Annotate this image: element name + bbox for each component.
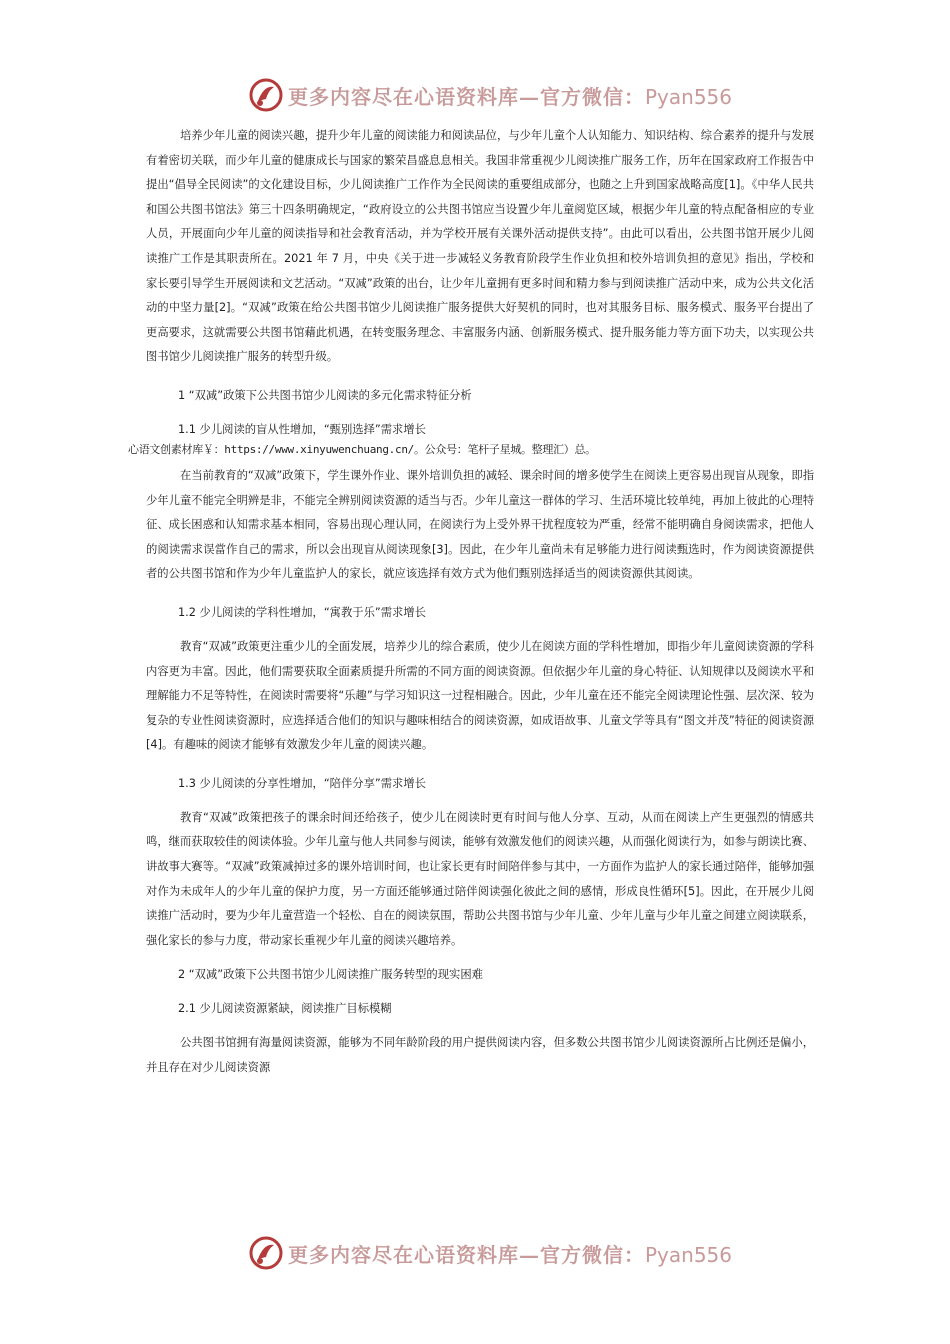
logo-icon <box>248 77 284 113</box>
paragraph-1-2: 教育“双减”政策更注重少儿的全面发展，培养少儿的综合素质，使少儿在阅读方面的学科性增加，即指少年儿童阅读资源的学科内容更为丰富。因此，他们需要获取全面素质提升所需的不同方面的阅读资源。但依据少年儿童的身心特征、认知规律以及阅读水平和理解能力不足等特性，在阅读时需要将“乐趣”与学习知识这一过程相融合。因此，少年儿童在还不能完全阅读理论性强、层次深、较为复杂的专业性阅读资源时，应选择适合他们的知识与趣味相结合的阅读资源，如成语故事、儿童文学等具有“图文并茂”特征的阅读资源[4]。有趣味的阅读才能够有效激发少年儿童的阅读兴趣。 <box>146 639 814 752</box>
footer-banner <box>248 1234 733 1272</box>
intro-paragraph: 培养少年儿童的阅读兴趣，提升少年儿童的阅读能力和阅读品位，与少年儿童个人认知能力、知识结构、综合素养的提升与发展有着密切关联，而少年儿童的健康成长与国家的繁荣昌盛息息相关。我国非常重视少儿阅读推广服务工作，历年在国家政府工作报告中提出“倡导全民阅读”的文化建设目标，少儿阅读推广工作作为全民阅读的重要组成部分，也随之上升到国家战略高度[1]。《中华人民共和国公共图书馆法》第三十四条明确规定，“政府设立的公共图书馆应当设置少年儿童阅览区域，根据少年儿童的特点配备相应的专业人员，开展面向少年儿童的阅读指导和社会教育活动，并为学校开展有关课外活动提供支持”。由此可以看出，公共图书馆开展少儿阅读推广工作是其职责所在。2021 年 7 月，中央《关于进一步减轻义务教育阶段学生作业负担和校外培训负担的意见》指出，学校和家长要引导学生开展阅读和文艺活动。“双减”政策的出台，让少年儿童拥有更多时间和精力参与到阅读推广活动中来，成为公共文化活动的中坚力量[2]。“双减”政策在给公共图书馆少儿阅读推广服务提供大好契机的同时，也对其服务目标、服务模式、服务平台提出了更高要求，这就需要公共图书馆藉此机遇，在转变服务理念、丰富服务内涵、创新服务模式、提升服务能力等方面下功夫，以实现公共图书馆少儿阅读推广服务的转型升级。 <box>146 129 814 364</box>
watermark-line: 心语文创素材库￥：https://www.xinyuwenchuang.cn/。公众号：笔杆子星城。整理汇）总。 <box>128 443 596 456</box>
document-body <box>146 124 814 1081</box>
logo-icon <box>248 1235 284 1271</box>
section-heading-2-1: 2.1 少儿阅读资源紧缺，阅读推广目标模糊 <box>178 1002 392 1016</box>
section-heading-1-1: 1.1 少儿阅读的盲从性增加，“甄别选择”需求增长 <box>178 422 426 436</box>
paragraph-1-3: 教育“双减”政策把孩子的课余时间还给孩子，使少儿在阅读时更有时间与他人分享、互动，从而在阅读上产生更强烈的情感共鸣，继而获取较佳的阅读体验。少年儿童与他人共同参与阅读，能够有效激发他们的阅读兴趣，从而强化阅读行为，如参与朗读比赛、讲故事大赛等。“双减”政策减掉过多的课外培训时间，也让家长更有时间陪伴参与其中，一方面作为监护人的家长通过陪伴，能够加强对作为未成年人的少年儿童的保护力度，另一方面还能够通过陪伴阅读强化彼此之间的感情，形成良性循环[5]。因此，在开展少儿阅读推广活动时，要为少年儿童营造一个轻松、自在的阅读氛围，帮助公共图书馆与少年儿童、少年儿童与少年儿童之间建立阅读联系，强化家长的参与力度，带动家长重视少年儿童的阅读兴趣培养。 <box>146 810 814 947</box>
banner-wechat-id: Pyan556 <box>645 1242 733 1267</box>
section-heading-1: 1 “双减”政策下公共图书馆少儿阅读的多元化需求特征分析 <box>178 388 472 402</box>
section-heading-1-2: 1.2 少儿阅读的学科性增加，“寓教于乐”需求增长 <box>178 605 426 619</box>
section-heading-2: 2 “双减”政策下公共图书馆少儿阅读推广服务转型的现实困难 <box>178 968 483 982</box>
section-heading-1-3: 1.3 少儿阅读的分享性增加，“陪伴分享”需求增长 <box>178 776 426 790</box>
paragraph-2-1: 公共图书馆拥有海量阅读资源，能够为不同年龄阶段的用户提供阅读内容，但多数公共图书馆少儿阅读资源所占比例还是偏小，并且存在对少儿阅读资源 <box>146 1036 814 1075</box>
banner-text: 更多内容尽在心语资料库—官方微信：Pyan556 <box>288 1242 733 1267</box>
banner-text: 更多内容尽在心语资料库—官方微信：Pyan556 <box>288 84 733 109</box>
header-banner <box>248 76 733 114</box>
banner-wechat-id: Pyan556 <box>645 84 733 109</box>
paragraph-1-1: 在当前教育的“双减”政策下，学生课外作业、课外培训负担的减轻、课余时间的增多使学生在阅读上更容易出现盲从现象，即指少年儿童不能完全明辨是非，不能完全辨别阅读资源的适当与否。少年儿童这一群体的学习、生活环境比较单纯，再加上彼此的心理特征、成长困惑和认知需求基本相同，容易出现心理认同，在阅读行为上受外界干扰程度较为严重，经常不能明确自身阅读需求，把他人的阅读需求误當作自己的需求，所以会出现盲从阅读现象[3]。因此，在少年儿童尚未有足够能力进行阅读甄选时，作为阅读资源提供者的公共图书馆和作为少年儿童监护人的家长，就应该选择有效方式为他们甄别选择适当的阅读资源供其阅读。 <box>146 468 814 581</box>
